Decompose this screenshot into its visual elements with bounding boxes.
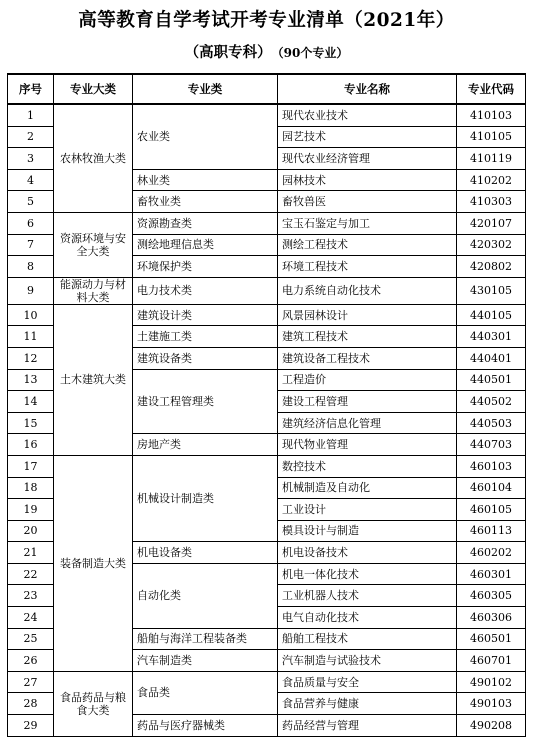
major-name: 现代农业经济管理 — [278, 148, 457, 170]
major-code: 410202 — [457, 169, 526, 191]
major-code: 460701 — [457, 650, 526, 672]
major-name: 建设工程管理 — [278, 391, 457, 413]
category-cell: 农林牧渔大类 — [54, 104, 133, 212]
row-number: 26 — [8, 650, 54, 672]
major-code: 420107 — [457, 212, 526, 234]
major-code: 460105 — [457, 499, 526, 521]
major-list-table — [7, 73, 526, 737]
major-code: 460113 — [457, 520, 526, 542]
major-code: 460202 — [457, 542, 526, 564]
row-number: 11 — [8, 326, 54, 348]
major-code: 440703 — [457, 434, 526, 456]
row-number: 7 — [8, 234, 54, 256]
major-name: 畜牧兽医 — [278, 191, 457, 213]
header-name: 专业名称 — [278, 74, 457, 104]
major-code: 440401 — [457, 347, 526, 369]
row-number: 18 — [8, 477, 54, 499]
header-no: 序号 — [8, 74, 54, 104]
class-cell: 畜牧业类 — [133, 191, 278, 213]
row-number: 13 — [8, 369, 54, 391]
class-cell: 食品类 — [133, 671, 278, 714]
major-name: 机电设备技术 — [278, 542, 457, 564]
class-cell: 电力技术类 — [133, 277, 278, 304]
class-cell: 汽车制造类 — [133, 650, 278, 672]
major-name: 船舶工程技术 — [278, 628, 457, 650]
category-cell: 装备制造大类 — [54, 455, 133, 671]
major-name: 机械制造及自动化 — [278, 477, 457, 499]
major-name: 环境工程技术 — [278, 256, 457, 278]
class-cell: 农业类 — [133, 104, 278, 169]
major-name: 建筑工程技术 — [278, 326, 457, 348]
row-number: 17 — [8, 455, 54, 477]
row-number: 6 — [8, 212, 54, 234]
subtitle-level: （高职专科） — [184, 44, 272, 61]
row-number: 5 — [8, 191, 54, 213]
major-name: 园林技术 — [278, 169, 457, 191]
category-cell: 资源环境与安全大类 — [54, 212, 133, 277]
header-code: 专业代码 — [457, 74, 526, 104]
category-cell: 能源动力与材料大类 — [54, 277, 133, 304]
major-name: 食品质量与安全 — [278, 671, 457, 693]
row-number: 4 — [8, 169, 54, 191]
row-number: 10 — [8, 304, 54, 326]
major-code: 490208 — [457, 715, 526, 737]
major-code: 420802 — [457, 256, 526, 278]
table-row — [8, 671, 526, 693]
class-cell: 建设工程管理类 — [133, 369, 278, 434]
row-number: 21 — [8, 542, 54, 564]
class-cell: 建筑设备类 — [133, 347, 278, 369]
table-row — [8, 212, 526, 234]
class-cell: 机电设备类 — [133, 542, 278, 564]
major-name: 模具设计与制造 — [278, 520, 457, 542]
class-cell: 土建施工类 — [133, 326, 278, 348]
major-code: 440501 — [457, 369, 526, 391]
category-cell: 食品药品与粮食大类 — [54, 671, 133, 736]
category-cell: 土木建筑大类 — [54, 304, 133, 455]
class-cell: 林业类 — [133, 169, 278, 191]
class-cell: 环境保护类 — [133, 256, 278, 278]
table-body — [8, 104, 526, 736]
major-name: 数控技术 — [278, 455, 457, 477]
row-number: 9 — [8, 277, 54, 304]
major-code: 430105 — [457, 277, 526, 304]
row-number: 1 — [8, 104, 54, 126]
major-name: 工程造价 — [278, 369, 457, 391]
row-number: 23 — [8, 585, 54, 607]
row-number: 27 — [8, 671, 54, 693]
major-code: 460306 — [457, 607, 526, 629]
major-code: 490102 — [457, 671, 526, 693]
row-number: 15 — [8, 412, 54, 434]
major-code: 410105 — [457, 126, 526, 148]
table-header-row — [8, 74, 526, 104]
major-name: 工业机器人技术 — [278, 585, 457, 607]
row-number: 22 — [8, 563, 54, 585]
class-cell: 自动化类 — [133, 563, 278, 628]
row-number: 14 — [8, 391, 54, 413]
row-number: 20 — [8, 520, 54, 542]
major-code: 490103 — [457, 693, 526, 715]
major-code: 410119 — [457, 148, 526, 170]
major-name: 宝玉石鉴定与加工 — [278, 212, 457, 234]
class-cell: 建筑设计类 — [133, 304, 278, 326]
page-subtitle — [0, 41, 533, 62]
row-number: 29 — [8, 715, 54, 737]
major-name: 现代农业技术 — [278, 104, 457, 126]
major-code: 440503 — [457, 412, 526, 434]
major-name: 药品经营与管理 — [278, 715, 457, 737]
major-name: 建筑经济信息化管理 — [278, 412, 457, 434]
major-name: 建筑设备工程技术 — [278, 347, 457, 369]
table-row — [8, 104, 526, 126]
class-cell: 药品与医疗器械类 — [133, 715, 278, 737]
class-cell: 船舶与海洋工程装备类 — [133, 628, 278, 650]
major-code: 460305 — [457, 585, 526, 607]
subtitle-count: （90个专业） — [277, 46, 349, 60]
major-name: 电力系统自动化技术 — [278, 277, 457, 304]
row-number: 28 — [8, 693, 54, 715]
major-name: 风景园林设计 — [278, 304, 457, 326]
row-number: 2 — [8, 126, 54, 148]
header-category: 专业大类 — [54, 74, 133, 104]
row-number: 12 — [8, 347, 54, 369]
major-code: 410303 — [457, 191, 526, 213]
major-name: 现代物业管理 — [278, 434, 457, 456]
class-cell: 机械设计制造类 — [133, 455, 278, 541]
major-code: 440502 — [457, 391, 526, 413]
row-number: 16 — [8, 434, 54, 456]
major-code: 410103 — [457, 104, 526, 126]
header-class: 专业类 — [133, 74, 278, 104]
page-title: 高等教育自学考试开考专业清单（2021年） — [78, 10, 455, 31]
row-number: 24 — [8, 607, 54, 629]
row-number: 19 — [8, 499, 54, 521]
row-number: 8 — [8, 256, 54, 278]
class-cell: 测绘地理信息类 — [133, 234, 278, 256]
major-name: 机电一体化技术 — [278, 563, 457, 585]
major-code: 420302 — [457, 234, 526, 256]
major-code: 440301 — [457, 326, 526, 348]
class-cell: 资源勘查类 — [133, 212, 278, 234]
table-row — [8, 277, 526, 304]
major-code: 460103 — [457, 455, 526, 477]
table-row — [8, 455, 526, 477]
class-cell: 房地产类 — [133, 434, 278, 456]
major-name: 园艺技术 — [278, 126, 457, 148]
row-number: 3 — [8, 148, 54, 170]
row-number: 25 — [8, 628, 54, 650]
major-name: 食品营养与健康 — [278, 693, 457, 715]
major-code: 460104 — [457, 477, 526, 499]
major-code: 440105 — [457, 304, 526, 326]
major-name: 测绘工程技术 — [278, 234, 457, 256]
major-name: 汽车制造与试验技术 — [278, 650, 457, 672]
major-name: 电气自动化技术 — [278, 607, 457, 629]
major-name: 工业设计 — [278, 499, 457, 521]
major-code: 460301 — [457, 563, 526, 585]
table-row — [8, 304, 526, 326]
major-code: 460501 — [457, 628, 526, 650]
